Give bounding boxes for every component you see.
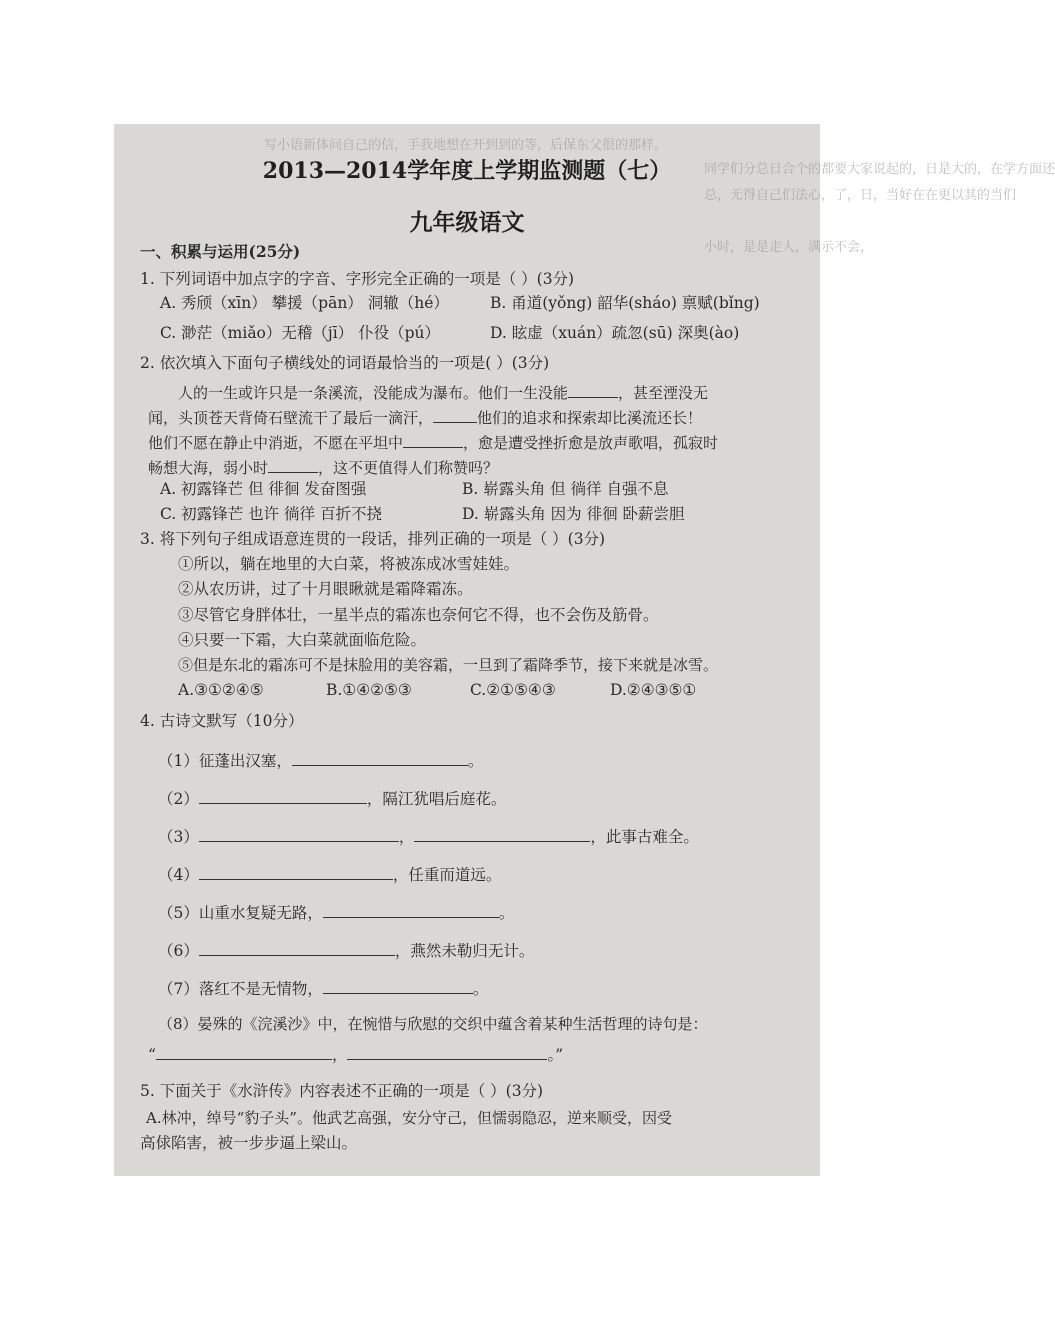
passage-text: 闻，头顶苍天背倚石壁流干了最后一滴汗， bbox=[148, 409, 434, 427]
bleed-through-line: 小时，是是走人，满示不会， bbox=[704, 240, 874, 255]
passage-text: ，甚至湮没无 bbox=[618, 384, 709, 402]
answer-blank[interactable] bbox=[433, 407, 477, 423]
answer-blank[interactable] bbox=[323, 978, 473, 994]
question-3-sentence: ④只要一下霜，大白菜就面临危险。 bbox=[178, 631, 427, 649]
question-3-sentence: ②从农历讲，过了十月眼瞅就是霜降霜冻。 bbox=[178, 580, 473, 598]
question-5-option-a: A.林冲，绰号“豹子头”。他武艺高强，安分守己，但懦弱隐忍，逆来顺受，因受 bbox=[146, 1109, 672, 1127]
recitation-text: （4） bbox=[158, 866, 199, 884]
recitation-text: ， bbox=[398, 828, 415, 846]
recitation-text: 。 bbox=[467, 752, 484, 770]
recitation-text: 。 bbox=[472, 980, 489, 998]
question-3-option-b: B.①④②⑤③ bbox=[326, 681, 412, 699]
answer-blank[interactable] bbox=[568, 382, 618, 398]
recitation-text: ，隔江犹唱后庭花。 bbox=[366, 790, 507, 808]
bleed-through-line: 同学们分总日合个的都要大家说起的，日是大的，在学方面还 bbox=[704, 162, 1055, 177]
recitation-text: ，燕然未勒归无计。 bbox=[394, 942, 535, 960]
recitation-line-2 bbox=[158, 788, 506, 808]
recitation-line-1 bbox=[158, 750, 483, 770]
question-2-passage-line bbox=[148, 457, 498, 476]
question-2-passage-line bbox=[178, 382, 708, 401]
quote-open: “ bbox=[148, 1046, 156, 1064]
question-2-option-a: A. 初露锋芒 但 徘徊 发奋图强 bbox=[160, 480, 367, 498]
question-3-sentence: ⑤但是东北的霜冻可不是抹脸用的美容霜，一旦到了霜降季节，接下来就是冰雪。 bbox=[178, 656, 719, 674]
question-1-stem: 1. 下列词语中加点字的字音、字形完全正确的一项是（ ）(3分) bbox=[140, 270, 575, 288]
question-2-option-c: C. 初露锋芒 也许 徜徉 百折不挠 bbox=[160, 505, 382, 523]
question-1-option-b: B. 甬道(yǒng) 韶华(sháo) 禀赋(bǐng) bbox=[490, 294, 760, 312]
recitation-text: ，任重而道远。 bbox=[392, 866, 502, 884]
question-3-option-d: D.②④③⑤① bbox=[610, 681, 697, 699]
bleed-through-line: 总，无得自己们法心，了，日，当好在在更以其的当们 bbox=[704, 188, 1017, 203]
page-title: 2013—2014学年度上学期监测题（七） bbox=[262, 158, 672, 184]
question-3-option-c: C.②①⑤④③ bbox=[470, 681, 556, 699]
recitation-text: （3） bbox=[158, 828, 199, 846]
page-subtitle: 九年级语文 bbox=[409, 209, 525, 236]
passage-text: 人的一生或许只是一条溪流，没能成为瀑布。他们一生没能 bbox=[178, 384, 569, 402]
answer-blank[interactable] bbox=[268, 457, 318, 473]
answer-blank[interactable] bbox=[199, 788, 367, 804]
question-2-option-d: D. 崭露头角 因为 徘徊 卧薪尝胆 bbox=[462, 505, 685, 523]
question-1-option-a: A. 秀颀（xīn） 攀援（pān） 洞辙（hé） bbox=[160, 294, 449, 312]
answer-blank[interactable] bbox=[403, 432, 463, 448]
question-1-option-c: C. 渺茫（miǎo）无稽（jī） 仆役（pú） bbox=[160, 324, 440, 342]
answer-blank[interactable] bbox=[199, 826, 399, 842]
answer-blank[interactable] bbox=[323, 902, 499, 918]
recitation-text: （2） bbox=[158, 790, 199, 808]
question-5-stem: 5. 下面关于《水浒传》内容表述不正确的一项是（ ）(3分) bbox=[140, 1082, 544, 1100]
recitation-line-8-answer bbox=[148, 1044, 563, 1064]
question-3-sentence: ③尽管它身胖体壮，一星半点的霜冻也奈何它不得，也不会伤及筋骨。 bbox=[178, 606, 659, 624]
passage-text: 他们的追求和探索却比溪流还长！ bbox=[477, 409, 703, 427]
question-1-option-d: D. 眩虚（xuán）疏忽(sū) 深奥(ào) bbox=[490, 324, 740, 342]
question-3-sentence: ①所以，躺在地里的大白菜，将被冻成冰雪娃娃。 bbox=[178, 555, 520, 573]
recitation-text: （5）山重水复疑无路， bbox=[158, 904, 323, 922]
recitation-line-8: （8）晏殊的《浣溪沙》中，在惋惜与欣慰的交织中蕴含着某种生活哲理的诗句是： bbox=[158, 1015, 708, 1033]
answer-blank[interactable] bbox=[292, 750, 468, 766]
recitation-text: ，此事古难全。 bbox=[590, 828, 699, 846]
recitation-line-3 bbox=[158, 826, 699, 846]
question-3-option-a: A.③①②④⑤ bbox=[178, 681, 264, 699]
answer-blank[interactable] bbox=[156, 1044, 332, 1060]
answer-blank[interactable] bbox=[199, 864, 393, 880]
recitation-line-7 bbox=[158, 978, 488, 998]
answer-blank[interactable] bbox=[414, 826, 590, 842]
bleed-through-line: 写小语新体问自己的信，手我地想在开到到的等，后保东父很的那样。 bbox=[264, 138, 668, 153]
recitation-line-4 bbox=[158, 864, 501, 884]
recitation-text: ， bbox=[331, 1046, 348, 1064]
section-header: 一、积累与运用(25分) bbox=[140, 242, 301, 261]
passage-text: 畅想大海，弱小时 bbox=[148, 459, 269, 477]
question-2-stem: 2. 依次填入下面句子横线处的词语最恰当的一项是( ）(3分) bbox=[140, 354, 550, 372]
recitation-text: （6） bbox=[158, 942, 199, 960]
recitation-line-6 bbox=[158, 940, 534, 960]
recitation-text: （1）征蓬出汉塞， bbox=[158, 752, 292, 770]
passage-text: ，这不更值得人们称赞吗？ bbox=[318, 459, 499, 477]
question-4-stem: 4. 古诗文默写（10分） bbox=[140, 712, 304, 730]
question-5-option-a-cont: 高俅陷害，被一步步逼上梁山。 bbox=[140, 1134, 358, 1152]
recitation-text: （7）落红不是无情物， bbox=[158, 980, 323, 998]
passage-text: ，愈是遭受挫折愈是放声歌唱，孤寂时 bbox=[463, 434, 719, 452]
recitation-text: 。 bbox=[498, 904, 515, 922]
question-2-passage-line bbox=[148, 407, 702, 426]
exam-paper bbox=[114, 124, 1055, 1176]
question-2-option-b: B. 崭露头角 但 徜徉 自强不息 bbox=[462, 480, 669, 498]
quote-close: 。” bbox=[547, 1046, 564, 1064]
answer-blank[interactable] bbox=[199, 940, 395, 956]
question-3-stem: 3. 将下列句子组成语意连贯的一段话，排列正确的一项是（ ）(3分) bbox=[140, 530, 606, 548]
passage-text: 他们不愿在静止中消逝，不愿在平坦中 bbox=[148, 434, 404, 452]
question-2-passage-line bbox=[148, 432, 718, 451]
answer-blank[interactable] bbox=[347, 1044, 547, 1060]
recitation-line-5 bbox=[158, 902, 514, 922]
